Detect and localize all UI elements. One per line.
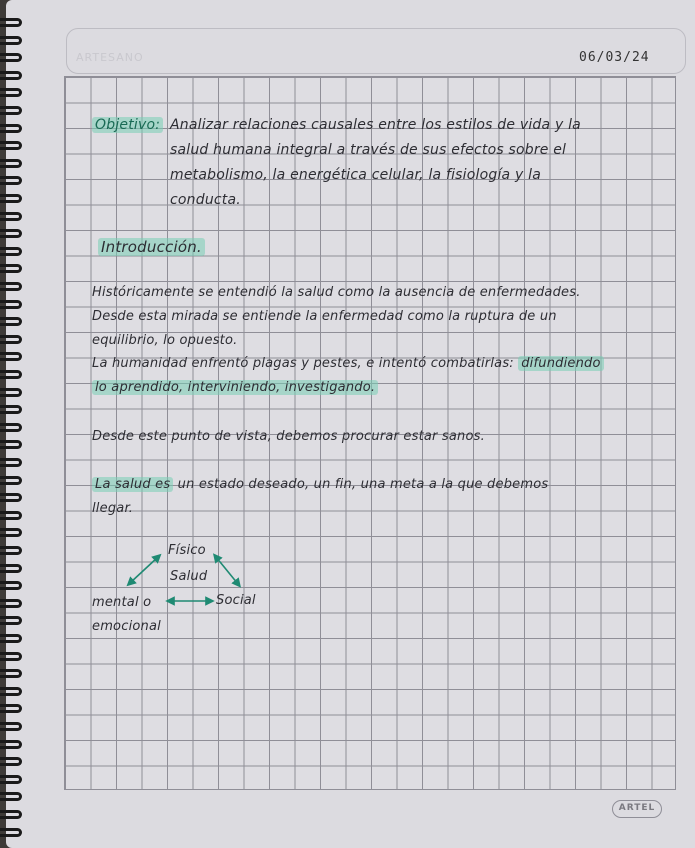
spiral-ring [0, 388, 22, 397]
brand-logo: ARTEL [612, 800, 662, 818]
spiral-ring [0, 370, 22, 379]
spiral-ring [0, 247, 22, 256]
diagram-arrows [6, 0, 695, 848]
spiral-ring [0, 88, 22, 97]
diagram-left-label-2: emocional [92, 619, 161, 634]
spiral-ring [0, 212, 22, 221]
spiral-ring [0, 53, 22, 62]
diagram-top-label: Físico [168, 543, 206, 558]
spiral-ring [0, 440, 22, 449]
notebook-page [6, 0, 695, 848]
intro-p1-line-3: equilibrio, lo opuesto. [92, 333, 238, 348]
spiral-ring [0, 71, 22, 80]
spiral-ring [0, 511, 22, 520]
objective-line-3: metabolismo, la energética celular, la fisiología y la [170, 167, 541, 183]
spiral-ring [0, 599, 22, 608]
objective-line-1: Analizar relaciones causales entre los estilos de vida y la [170, 117, 581, 133]
spiral-ring [0, 458, 22, 467]
spiral-ring [0, 176, 22, 185]
spiral-ring [0, 828, 22, 837]
spiral-ring [0, 792, 22, 801]
spiral-ring [0, 757, 22, 766]
spiral-ring [0, 810, 22, 819]
arrow-top-left [130, 557, 158, 583]
spiral-ring [0, 18, 22, 27]
page-date: 06/03/24 [579, 50, 650, 65]
spiral-ring [0, 528, 22, 537]
objective-line-4: conducta. [170, 192, 241, 208]
diagram-right-label: Social [216, 593, 256, 608]
spiral-ring [0, 476, 22, 485]
spiral-ring [0, 423, 22, 432]
spiral-ring [0, 722, 22, 731]
spiral-ring [0, 704, 22, 713]
spiral-ring [0, 106, 22, 115]
objective-line-2: salud humana integral a través de sus efectos sobre el [170, 142, 567, 158]
objective-label: Objetivo: [92, 116, 163, 134]
arrow-top-right [216, 557, 238, 584]
spiral-ring [0, 124, 22, 133]
spiral-ring [0, 652, 22, 661]
spiral-ring [0, 634, 22, 643]
spiral-ring [0, 335, 22, 344]
spiral-ring [0, 581, 22, 590]
intro-p1-line-2: Desde esta mirada se entiende la enfermedad como la ruptura de un [92, 309, 557, 324]
spiral-ring [0, 405, 22, 414]
spiral-ring [0, 493, 22, 502]
brand-watermark: ARTESANO [76, 51, 144, 64]
spiral-ring [0, 669, 22, 678]
intro-p1-line-1: Históricamente se entendió la salud como la ausencia de enfermedades. [92, 285, 581, 300]
spiral-ring [0, 264, 22, 273]
spiral-ring [0, 300, 22, 309]
spiral-ring [0, 546, 22, 555]
spiral-ring [0, 159, 22, 168]
spiral-ring [0, 616, 22, 625]
spiral-ring [0, 36, 22, 45]
spiral-ring [0, 352, 22, 361]
intro-p2-line-2: lo aprendido, interviniendo, investigando. [92, 379, 378, 397]
spiral-ring [0, 282, 22, 291]
spiral-ring [0, 317, 22, 326]
intro-p3: Desde este punto de vista, debemos procurar estar sanos. [92, 429, 485, 444]
spiral-ring [0, 229, 22, 238]
intro-heading: Introducción. [98, 238, 205, 256]
diagram-left-label-1: mental o [92, 595, 152, 610]
spiral-ring [0, 194, 22, 203]
diagram-center-label: Salud [170, 569, 208, 584]
spiral-ring [0, 775, 22, 784]
intro-p4-line-2: llegar. [92, 501, 134, 516]
spiral-ring [0, 141, 22, 150]
intro-p4-line-1: La salud es un estado deseado, un fin, una meta a la que debemos [92, 476, 548, 494]
spiral-ring [0, 564, 22, 573]
spiral-ring [0, 687, 22, 696]
intro-p2-line-1: La humanidad enfrentó plagas y pestes, e intentó combatirlas: difundiendo [92, 355, 604, 373]
spiral-ring [0, 740, 22, 749]
